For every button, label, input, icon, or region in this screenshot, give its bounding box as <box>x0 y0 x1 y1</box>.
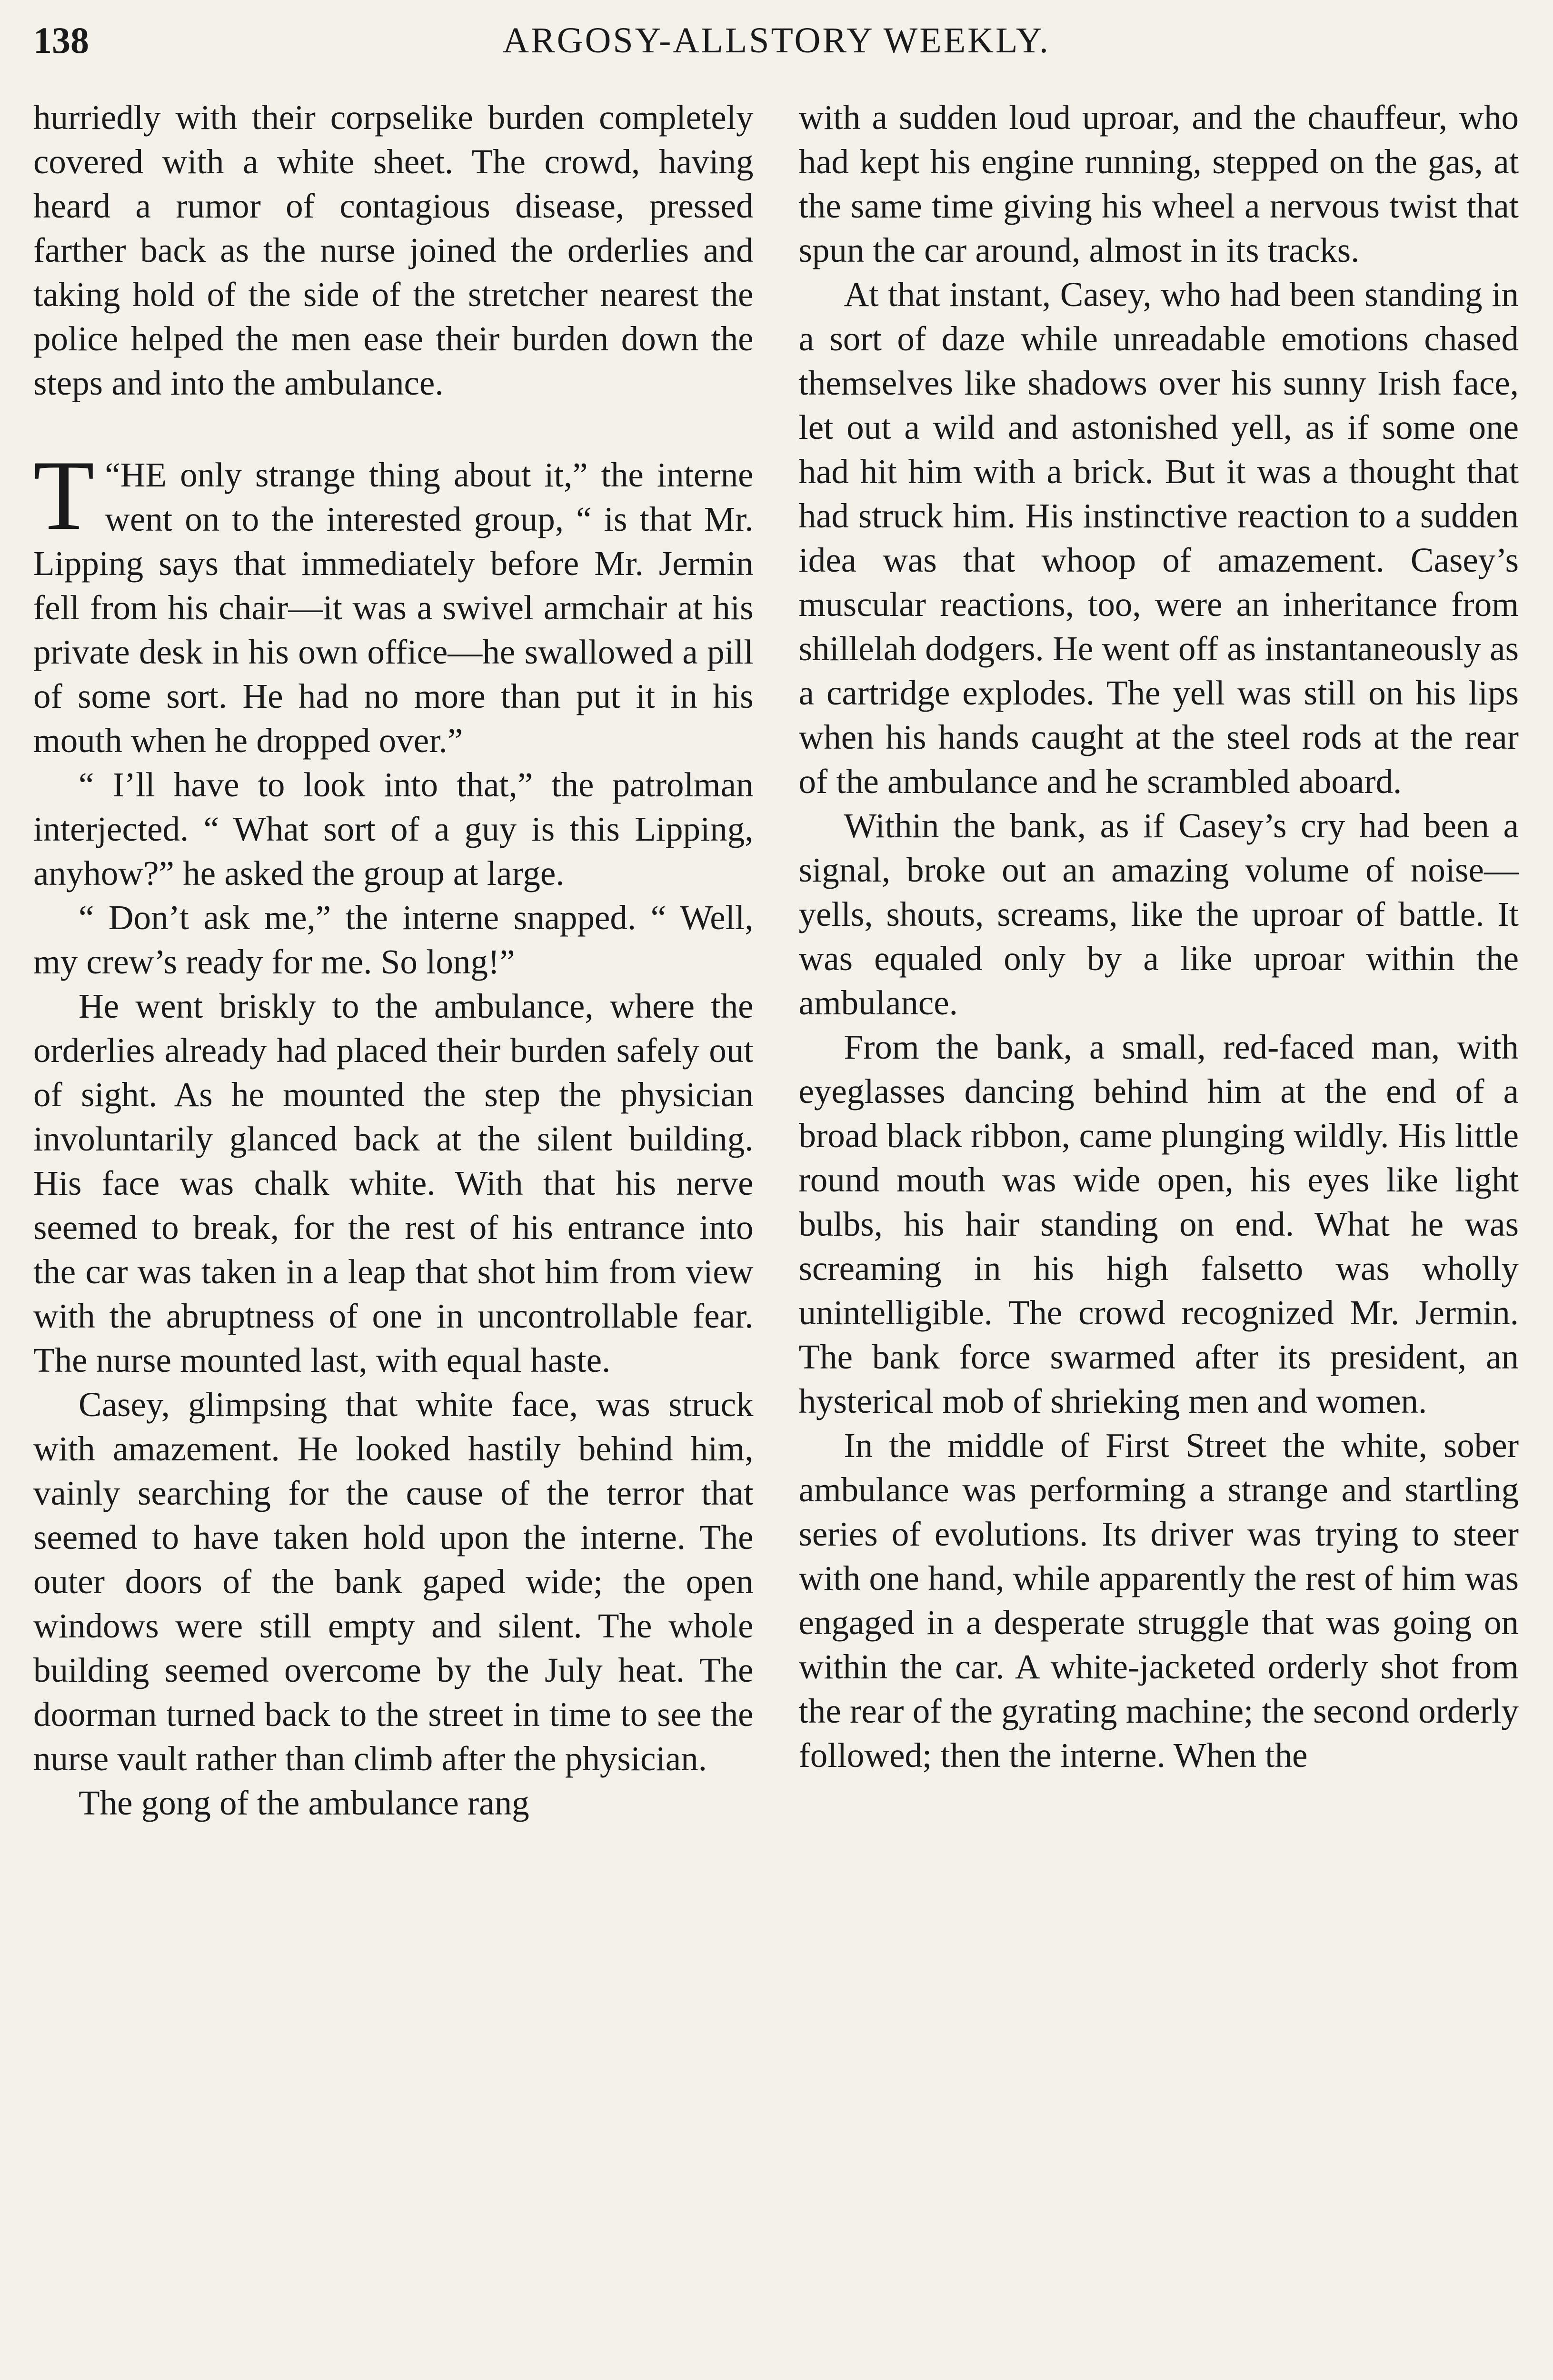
article-body <box>33 95 1519 2380</box>
paragraph: hurriedly with their corpselike burden completely covered with a white sheet. The crowd, having heard a rumor of contagious disease, pressed farther back as the nurse joined the orderlies and taking hold of the side of the stretcher nearest the police helped the men ease their burden down the steps and into the ambulance. <box>33 98 754 402</box>
paragraph: Within the bank, as if Casey’s cry had been a signal, broke out an amazing volume of noise—yells, shouts, screams, like the uproar of battle. It was equaled only by a like uproar within the ambulance. <box>798 806 1519 1022</box>
page-number: 138 <box>33 20 89 61</box>
paragraph: From the bank, a small, red-faced man, with eyeglasses dancing behind him at the end of a broad black ribbon, came plunging wildly. His little round mouth was wide open, his eyes like light bulbs, his hair standing on end. What he was screaming in his high falsetto was wholly unintelligible. The crowd recognized Mr. Jermin. The bank force swarmed after its president, an hysterical mob of shrieking men and women. <box>798 1028 1519 1420</box>
paragraph: At that instant, Casey, who had been standing in a sort of daze while unreadable emotions chased themselves like shadows over his sunny Irish face, let out a wild and astonished yell, as if some one had hit him with a brick. But it was a thought that had struck him. His instinctive reaction to a sudden idea was that whoop of amazement. Casey’s muscular reactions, too, were an inheritance from shillelah dodgers. He went off as instantaneously as a cartridge explodes. The yell was still on his lips when his hands caught at the steel rods at the rear of the ambulance and he scrambled aboard. <box>798 275 1519 801</box>
paragraph: He went briskly to the ambulance, where the orderlies already had placed their burden safely out of sight. As he mounted the step the physician involuntarily glanced back at the silent building. His face was chalk white. With that his nerve seemed to break, for the rest of his entrance into the car was taken in a leap that shot him from view with the abruptness of one in uncontrollable fear. The nurse mounted last, with equal haste. <box>33 987 754 1379</box>
paragraph: with a sudden loud uproar, and the chauffeur, who had kept his engine running, stepped on the gas, at the same time giving his wheel a nervous twist that spun the car around, almost in its tracks. <box>798 98 1519 269</box>
page-header <box>33 14 1520 67</box>
paragraph: Casey, glimpsing that white face, was struck with amazement. He looked hastily behind him, vainly searching for the cause of the terror that seemed to have taken hold upon the interne. The outer doors of the bank gaped wide; the open windows were still empty and silent. The whole building seemed overcome by the July heat. The doorman turned back to the street in time to see the nurse vault rather than climb after the physician. <box>33 1385 754 1778</box>
paragraph: “ Don’t ask me,” the interne snapped. “ Well, my crew’s ready for me. So long!” <box>33 898 754 981</box>
paragraph: In the middle of First Street the white, sober ambulance was performing a strange and startling series of evolutions. Its driver was trying to steer with one hand, while apparently the rest of him was engaged in a desperate struggle that was going on within the car. A white-jacketed orderly shot from the rear of the gyrating machine; the second orderly followed; then the interne. When the <box>798 1426 1519 1775</box>
paragraph: The gong of the ambulance rang <box>79 1784 529 1822</box>
paragraph: “ I’ll have to look into that,” the patrolman interjected. “ What sort of a guy is this Lipping, anyhow?” he asked the group at large. <box>33 765 754 892</box>
left-column <box>33 95 754 2380</box>
paragraph-text: HE only strange thing about it,” the interne went on to the interested group, “ is that Mr. Lipping says that immediately before Mr. Jermin fell from his chair—it was a swivel armchair at his private desk in his own office—he swallowed a pill of some sort. He had no more than put it in his mouth when he dropped over.” <box>33 456 754 760</box>
drop-cap: T <box>33 440 95 551</box>
running-head: ARGOSY-ALLSTORY WEEKLY. <box>503 20 1050 60</box>
section-start-paragraph <box>33 440 754 763</box>
opening-quote: “ <box>105 456 120 494</box>
right-column <box>799 95 1519 2380</box>
